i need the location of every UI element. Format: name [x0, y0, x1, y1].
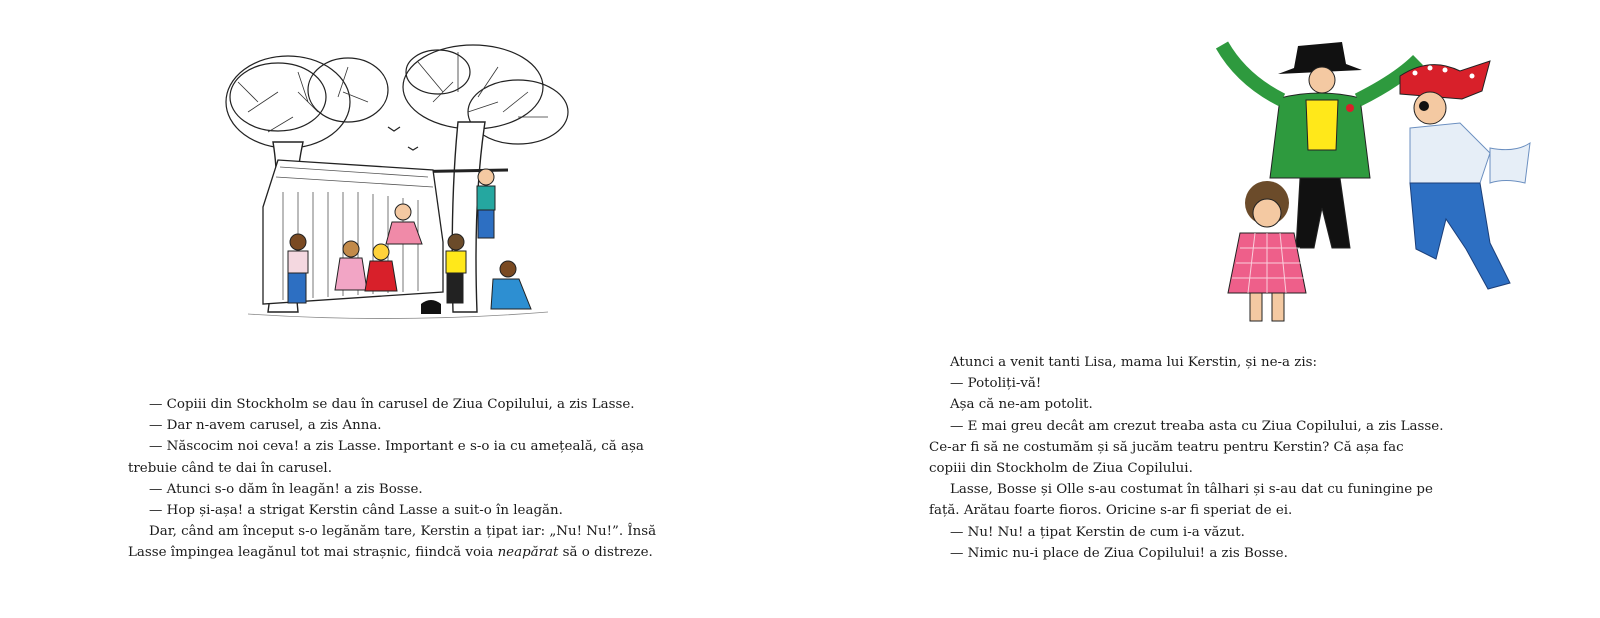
paragraph: — Nu! Nu! a țipat Kerstin de cum i-a văzut. [950, 524, 1245, 540]
paragraph: — Dar n-avem carusel, a zis Anna. [149, 418, 382, 434]
paragraph: — Hop și-așa! a strigat Kerstin când Lasse a suit-o în leagăn. [149, 503, 563, 519]
paragraph: Atunci a venit tanti Lisa, mama lui Kerstin, și ne-a zis: [950, 355, 1317, 370]
paragraph: — E mai greu decât am crezut treaba asta cu Ziua Copilului, a zis Lasse. Ce-ar fi să ne costumăm și să jucăm teatru pentru Kerstin? Că așa fac copiii din Stockholm de Ziua Copilului. [929, 418, 1444, 477]
right-page-text [929, 352, 1444, 564]
paragraph: — Atunci s-o dăm în leagăn! a zis Bosse. [149, 481, 423, 497]
paragraph: Lasse, Bosse și Olle s-au costumat în tâlhari și s-au dat cu funingine pe față. Arătau foarte fioros. Oricine s-ar fi speriat de ei. [929, 482, 1433, 519]
paragraph: Așa că ne-am potolit. [950, 397, 1093, 413]
paragraph: — Potoliți-vă! [950, 376, 1042, 392]
swing-tree-illustration [218, 42, 574, 334]
paragraph-text: Dar, când am început s-o legănăm tare, Kerstin a țipat iar: „Nu! Nu!”. Însă Lasse împingea leagănul tot mai strașnic, fiindcă voia [128, 524, 657, 561]
paragraph: — Născocim noi ceva! a zis Lasse. Important e s-o ia cu amețeală, că așa trebuie când te dai în carusel. [128, 439, 644, 476]
paragraph: — Nimic nu-i place de Ziua Copilului! a zis Bosse. [950, 545, 1288, 561]
right-page [800, 0, 1600, 618]
left-page-text [128, 394, 673, 564]
paragraph: — Copiii din Stockholm se dau în carusel de Ziua Copilului, a zis Lasse. [149, 397, 635, 412]
paragraph-text: să o distreze. [558, 545, 653, 561]
paragraph [128, 521, 673, 563]
emphasized-word: neapărat [497, 545, 559, 561]
costumed-robbers-illustration [1210, 28, 1540, 333]
